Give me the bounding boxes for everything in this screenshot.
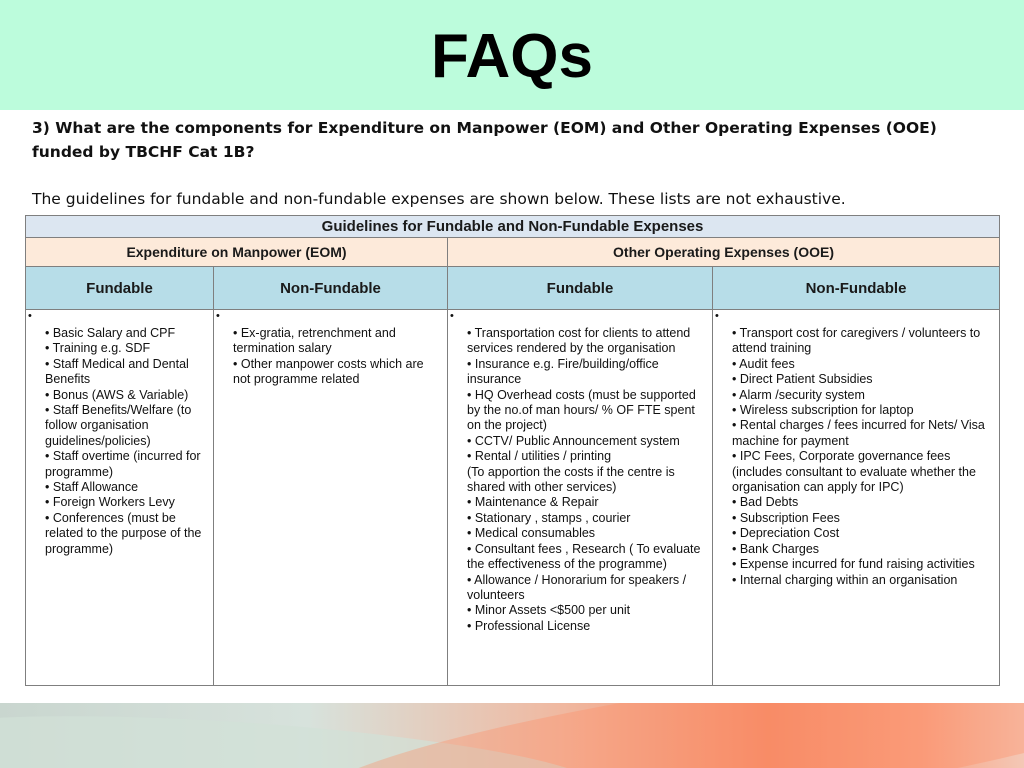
eom-fundable-cell [26, 310, 214, 686]
list-item: • Allowance / Honorarium for speakers / volunteers [467, 572, 687, 602]
list-item: (To apportion the costs if the centre is shared with other services) [467, 464, 675, 495]
list-item: • Training e.g. SDF [45, 341, 151, 356]
list-item: • Bank Charges [732, 541, 820, 556]
table-title: Guidelines for Fundable and Non-Fundable Expenses [26, 216, 1000, 238]
ooe-non-fundable-list [713, 326, 999, 588]
eom-non-fundable-cell [214, 310, 448, 686]
eom-non-fundable-list [214, 326, 447, 388]
list-item: • Staff Medical and Dental Benefits [45, 356, 189, 387]
list-item: • IPC Fees, Corporate governance fees (includes consultant to evaluate whether the organisation can apply for IPC) [732, 449, 976, 495]
list-item: • Bonus (AWS & Variable) [45, 387, 189, 402]
list-item: • Staff Allowance [45, 480, 139, 495]
list-item: • Direct Patient Subsidies [732, 372, 873, 387]
group-header-ooe: Other Operating Expenses (OOE) [448, 238, 1000, 267]
list-item: • Audit fees [732, 356, 795, 371]
list-item: • Alarm /security system [732, 387, 865, 402]
list-item: • Ex-gratia, retrenchment and termination salary [233, 326, 396, 356]
subheader-eom-fundable: Fundable [26, 267, 214, 310]
eom-fundable-list [26, 326, 213, 557]
list-item: • Minor Assets <$500 per unit [467, 603, 631, 618]
list-item: • Transportation cost for clients to attend services rendered by the organisation [467, 326, 691, 356]
page-title: FAQs [431, 22, 593, 91]
list-item: • Stationary , stamps , courier [467, 510, 631, 525]
list-item: • Insurance e.g. Fire/building/office insurance [467, 356, 659, 387]
list-item: • HQ Overhead costs (must be supported by the no.of man hours/ % OF FTE spent on the project) [467, 387, 696, 433]
list-item: • Rental / utilities / printing [467, 449, 612, 464]
ooe-fundable-cell [448, 310, 713, 686]
list-item: • Wireless subscription for laptop [732, 403, 914, 418]
list-item: • Conferences (must be related to the purpose of the programme) [45, 510, 202, 556]
list-item: • Basic Salary and CPF [45, 326, 176, 340]
subheader-ooe-fundable: Fundable [448, 267, 713, 310]
footer-wave [296, 703, 1024, 768]
list-item: • Rental charges / fees incurred for Nets/ Visa machine for payment [732, 418, 985, 448]
list-item: • Medical consumables [467, 526, 596, 541]
list-item: • Staff Benefits/Welfare (to follow organisation guidelines/policies) [45, 403, 192, 448]
bullet-mark: • [216, 310, 220, 322]
list-item: • Transport cost for caregivers / volunteers to attend training [732, 326, 981, 356]
list-item: • Bad Debts [732, 495, 799, 510]
bullet-mark: • [715, 310, 719, 322]
faq-intro: The guidelines for fundable and non-fundable expenses are shown below. These lists are not exhaustive. [32, 190, 846, 208]
expenses-guidelines-table [25, 215, 1000, 686]
title-banner [0, 0, 1024, 110]
bullet-mark: • [28, 310, 32, 322]
subheader-ooe-non-fundable: Non-Fundable [713, 267, 1000, 310]
list-item: • Maintenance & Repair [467, 495, 599, 510]
faq-question: 3) What are the components for Expenditure on Manpower (EOM) and Other Operating Expenses (OOE) funded by TBCHF Cat 1B? [32, 119, 937, 161]
list-item: • Professional License [467, 618, 591, 633]
list-item: • Staff overtime (incurred for programme) [45, 449, 201, 479]
list-item: • Subscription Fees [732, 510, 840, 525]
bullet-mark: • [450, 310, 454, 322]
ooe-fundable-list [448, 326, 712, 634]
subheader-eom-non-fundable: Non-Fundable [214, 267, 448, 310]
list-item: • Foreign Workers Levy [45, 495, 175, 510]
ooe-non-fundable-cell [713, 310, 1000, 686]
list-item: • Internal charging within an organisation [732, 572, 958, 587]
decorative-footer [0, 703, 1024, 768]
group-header-eom: Expenditure on Manpower (EOM) [26, 238, 448, 267]
list-item: • Other manpower costs which are not programme related [233, 356, 424, 387]
list-item: • Expense incurred for fund raising activities [732, 557, 975, 572]
list-item: • Consultant fees , Research ( To evaluate the effectiveness of the programme) [467, 541, 701, 572]
list-item: • Depreciation Cost [732, 526, 840, 541]
list-item: • CCTV/ Public Announcement system [467, 433, 680, 448]
